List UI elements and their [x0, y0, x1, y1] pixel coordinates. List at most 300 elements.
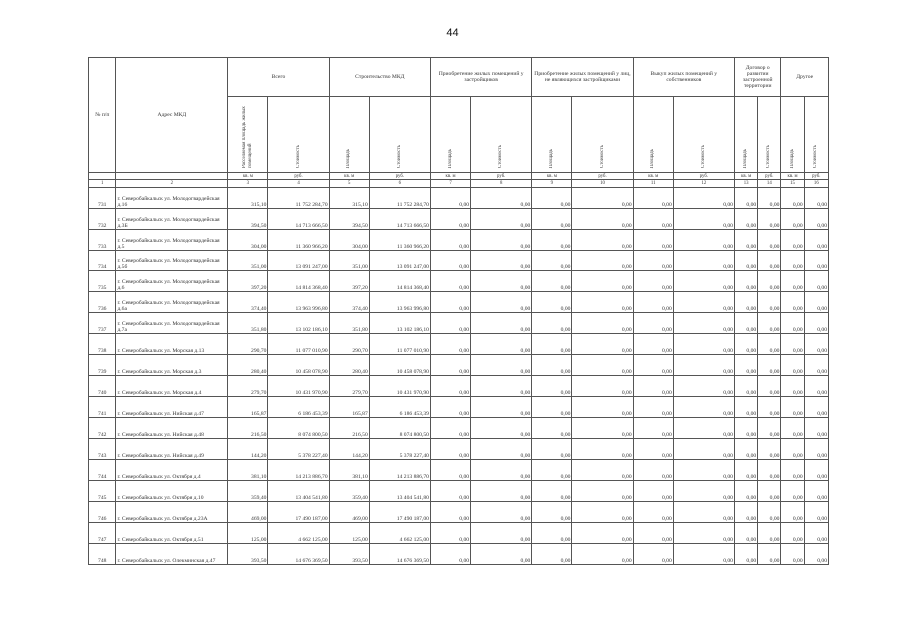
row-number: 733: [89, 229, 116, 250]
total-cost-cell: 10 431 970,90: [268, 376, 329, 397]
zero-value-cell: 0,00: [781, 418, 804, 439]
zero-value-cell: 0,00: [471, 208, 532, 229]
construction-area-cell: 469,00: [329, 501, 369, 522]
zero-value-cell: 0,00: [430, 418, 470, 439]
zero-value-cell: 0,00: [804, 397, 828, 418]
zero-value-cell: 0,00: [471, 543, 532, 564]
zero-value-cell: 0,00: [430, 376, 470, 397]
total-cost-cell: 13 091 247,00: [268, 250, 329, 271]
zero-value-cell: 0,00: [572, 250, 633, 271]
sub-header: Стоимость: [758, 97, 781, 173]
page-number: 44: [446, 27, 459, 39]
address-cell: г. Северобайкальск ул. Октября д.10: [116, 481, 228, 502]
address-cell: г. Северобайкальск ул. Октября д.23А: [116, 501, 228, 522]
col-address-header: Адрес МКД: [116, 58, 228, 173]
zero-value-cell: 0,00: [758, 187, 781, 208]
construction-cost-cell: 13 102 186,10: [369, 313, 430, 334]
zero-value-cell: 0,00: [758, 397, 781, 418]
column-number-cell: 16: [804, 180, 828, 187]
table-row: [89, 543, 829, 564]
total-area-cell: 374,40: [228, 292, 268, 313]
zero-value-cell: 0,00: [758, 376, 781, 397]
zero-value-cell: 0,00: [781, 522, 804, 543]
zero-value-cell: 0,00: [673, 313, 734, 334]
zero-value-cell: 0,00: [572, 229, 633, 250]
total-cost-cell: 6 186 453,39: [268, 397, 329, 418]
zero-value-cell: 0,00: [734, 355, 757, 376]
zero-value-cell: 0,00: [633, 397, 673, 418]
total-area-cell: 279,70: [228, 376, 268, 397]
total-cost-cell: 13 963 996,80: [268, 292, 329, 313]
group-header-total: Всего: [228, 58, 329, 97]
zero-value-cell: 0,00: [471, 418, 532, 439]
zero-value-cell: 0,00: [758, 250, 781, 271]
zero-value-cell: 0,00: [471, 292, 532, 313]
zero-value-cell: 0,00: [633, 522, 673, 543]
zero-value-cell: 0,00: [532, 313, 572, 334]
zero-value-cell: 0,00: [758, 355, 781, 376]
unit-cell: руб.: [268, 173, 329, 180]
zero-value-cell: 0,00: [471, 501, 532, 522]
zero-value-cell: 0,00: [673, 229, 734, 250]
address-cell: г. Северобайкальск ул. Молодогвардейская д.5: [116, 229, 228, 250]
zero-value-cell: 0,00: [633, 481, 673, 502]
total-area-cell: 394,50: [228, 208, 268, 229]
sub-header: Площадь: [430, 97, 470, 173]
zero-value-cell: 0,00: [734, 376, 757, 397]
unit-cell: руб.: [673, 173, 734, 180]
table-row: [89, 271, 829, 292]
total-area-cell: 216,50: [228, 418, 268, 439]
zero-value-cell: 0,00: [758, 292, 781, 313]
total-cost-cell: 14 213 886,70: [268, 460, 329, 481]
construction-area-cell: 381,10: [329, 460, 369, 481]
row-number: 744: [89, 460, 116, 481]
zero-value-cell: 0,00: [734, 292, 757, 313]
total-cost-cell: 4 662 125,00: [268, 522, 329, 543]
zero-value-cell: 0,00: [781, 208, 804, 229]
table-row: [89, 229, 829, 250]
zero-value-cell: 0,00: [673, 376, 734, 397]
zero-value-cell: 0,00: [572, 292, 633, 313]
zero-value-cell: 0,00: [734, 418, 757, 439]
construction-area-cell: 394,50: [329, 208, 369, 229]
table-row: [89, 250, 829, 271]
table-row: [89, 376, 829, 397]
total-cost-cell: 11 077 010,90: [268, 334, 329, 355]
unit-cell: кв. м: [633, 173, 673, 180]
construction-cost-cell: 10 431 970,90: [369, 376, 430, 397]
table-row: [89, 208, 829, 229]
zero-value-cell: 0,00: [471, 229, 532, 250]
total-area-cell: 381,10: [228, 460, 268, 481]
address-cell: г. Северобайкальск ул. Октября д.51: [116, 522, 228, 543]
group-header-purchase-others: Приобретение жилых помещений у лиц, не являющихся застройщиками: [532, 58, 633, 97]
zero-value-cell: 0,00: [532, 543, 572, 564]
construction-area-cell: 290,70: [329, 334, 369, 355]
zero-value-cell: 0,00: [781, 376, 804, 397]
unit-cell: кв. м: [228, 173, 268, 180]
construction-cost-cell: 4 662 125,00: [369, 522, 430, 543]
sub-header: Стоимость: [268, 97, 329, 173]
zero-value-cell: 0,00: [572, 271, 633, 292]
construction-cost-cell: 10 458 078,90: [369, 355, 430, 376]
row-number: 742: [89, 418, 116, 439]
zero-value-cell: 0,00: [633, 543, 673, 564]
zero-value-cell: 0,00: [633, 250, 673, 271]
group-header-construction: Строительство МКД: [329, 58, 430, 97]
total-area-cell: 359,40: [228, 481, 268, 502]
zero-value-cell: 0,00: [804, 439, 828, 460]
construction-cost-cell: 14 676 369,50: [369, 543, 430, 564]
zero-value-cell: 0,00: [532, 271, 572, 292]
zero-value-cell: 0,00: [471, 334, 532, 355]
column-number-cell: 2: [116, 180, 228, 187]
construction-area-cell: 165,87: [329, 397, 369, 418]
group-header-row: [89, 58, 829, 97]
zero-value-cell: 0,00: [758, 313, 781, 334]
zero-value-cell: 0,00: [734, 208, 757, 229]
address-cell: г. Северобайкальск ул. Морская д.13: [116, 334, 228, 355]
zero-value-cell: 0,00: [673, 250, 734, 271]
row-number: 738: [89, 334, 116, 355]
address-cell: г. Северобайкальск ул. Молодогвардейская д.3Б: [116, 208, 228, 229]
table-row: [89, 397, 829, 418]
total-cost-cell: 10 458 078,90: [268, 355, 329, 376]
zero-value-cell: 0,00: [471, 397, 532, 418]
construction-area-cell: 144,20: [329, 439, 369, 460]
zero-value-cell: 0,00: [758, 334, 781, 355]
column-number-cell: 10: [572, 180, 633, 187]
zero-value-cell: 0,00: [804, 481, 828, 502]
zero-value-cell: 0,00: [633, 229, 673, 250]
zero-value-cell: 0,00: [734, 543, 757, 564]
unit-cell: руб.: [758, 173, 781, 180]
table-row: [89, 187, 829, 208]
zero-value-cell: 0,00: [781, 229, 804, 250]
table-row: [89, 460, 829, 481]
group-header-other: Другое: [781, 58, 829, 97]
table-row: [89, 355, 829, 376]
table-row: [89, 439, 829, 460]
total-area-cell: 397,20: [228, 271, 268, 292]
zero-value-cell: 0,00: [532, 501, 572, 522]
unit-cell: кв. м: [329, 173, 369, 180]
zero-value-cell: 0,00: [532, 334, 572, 355]
zero-value-cell: 0,00: [734, 460, 757, 481]
construction-area-cell: 279,70: [329, 376, 369, 397]
zero-value-cell: 0,00: [673, 481, 734, 502]
zero-value-cell: 0,00: [673, 334, 734, 355]
construction-cost-cell: 14 814 368,40: [369, 271, 430, 292]
zero-value-cell: 0,00: [734, 187, 757, 208]
zero-value-cell: 0,00: [633, 439, 673, 460]
zero-value-cell: 0,00: [781, 355, 804, 376]
total-area-cell: 280,40: [228, 355, 268, 376]
units-row: [89, 173, 829, 180]
total-area-cell: 351,00: [228, 250, 268, 271]
zero-value-cell: 0,00: [734, 334, 757, 355]
zero-value-cell: 0,00: [734, 271, 757, 292]
column-number-cell: 13: [734, 180, 757, 187]
zero-value-cell: 0,00: [673, 522, 734, 543]
zero-value-cell: 0,00: [430, 229, 470, 250]
zero-value-cell: 0,00: [781, 481, 804, 502]
zero-value-cell: 0,00: [734, 501, 757, 522]
zero-value-cell: 0,00: [471, 271, 532, 292]
sub-header: Стоимость: [572, 97, 633, 173]
sub-header: Стоимость: [673, 97, 734, 173]
unit-cell: руб.: [471, 173, 532, 180]
total-area-cell: 290,70: [228, 334, 268, 355]
column-number-row: [89, 180, 829, 187]
zero-value-cell: 0,00: [758, 208, 781, 229]
zero-value-cell: 0,00: [471, 439, 532, 460]
zero-value-cell: 0,00: [804, 355, 828, 376]
total-cost-cell: 17 490 187,00: [268, 501, 329, 522]
address-cell: г. Северобайкальск ул. Нийская д.48: [116, 418, 228, 439]
address-cell: г. Северобайкальск ул. Октября д.4: [116, 460, 228, 481]
zero-value-cell: 0,00: [781, 271, 804, 292]
zero-value-cell: 0,00: [804, 313, 828, 334]
construction-area-cell: 397,20: [329, 271, 369, 292]
total-cost-cell: 8 074 800,50: [268, 418, 329, 439]
zero-value-cell: 0,00: [633, 271, 673, 292]
zero-value-cell: 0,00: [633, 501, 673, 522]
zero-value-cell: 0,00: [781, 460, 804, 481]
zero-value-cell: 0,00: [804, 187, 828, 208]
zero-value-cell: 0,00: [758, 439, 781, 460]
unit-cell: [116, 173, 228, 180]
zero-value-cell: 0,00: [572, 334, 633, 355]
column-number-cell: 4: [268, 180, 329, 187]
total-cost-cell: 5 378 227,40: [268, 439, 329, 460]
construction-area-cell: 125,00: [329, 522, 369, 543]
zero-value-cell: 0,00: [572, 355, 633, 376]
zero-value-cell: 0,00: [532, 397, 572, 418]
address-cell: г. Северобайкальск ул. Олекминская д.47: [116, 543, 228, 564]
zero-value-cell: 0,00: [804, 376, 828, 397]
table-row: [89, 313, 829, 334]
table-row: [89, 501, 829, 522]
zero-value-cell: 0,00: [734, 481, 757, 502]
sub-header: Стоимость: [471, 97, 532, 173]
address-cell: г. Северобайкальск ул. Нийская д.47: [116, 397, 228, 418]
column-number-cell: 6: [369, 180, 430, 187]
row-number: 740: [89, 376, 116, 397]
zero-value-cell: 0,00: [430, 208, 470, 229]
construction-cost-cell: 11 360 966,20: [369, 229, 430, 250]
zero-value-cell: 0,00: [471, 460, 532, 481]
zero-value-cell: 0,00: [734, 313, 757, 334]
zero-value-cell: 0,00: [758, 271, 781, 292]
address-cell: г. Северобайкальск ул. Нийская д.49: [116, 439, 228, 460]
column-number-cell: 5: [329, 180, 369, 187]
zero-value-cell: 0,00: [532, 250, 572, 271]
zero-value-cell: 0,00: [758, 522, 781, 543]
construction-area-cell: 393,50: [329, 543, 369, 564]
zero-value-cell: 0,00: [430, 460, 470, 481]
construction-cost-cell: 13 091 247,00: [369, 250, 430, 271]
unit-cell: руб.: [369, 173, 430, 180]
total-cost-cell: 13 404 541,80: [268, 481, 329, 502]
row-number: 746: [89, 501, 116, 522]
zero-value-cell: 0,00: [758, 229, 781, 250]
zero-value-cell: 0,00: [633, 376, 673, 397]
row-number: 736: [89, 292, 116, 313]
sub-header: Площадь: [633, 97, 673, 173]
zero-value-cell: 0,00: [471, 313, 532, 334]
zero-value-cell: 0,00: [804, 250, 828, 271]
sub-header: Расселяемая площадь жилых помещений: [228, 97, 268, 173]
zero-value-cell: 0,00: [471, 522, 532, 543]
row-number: 743: [89, 439, 116, 460]
column-number-cell: 12: [673, 180, 734, 187]
address-cell: г. Северобайкальск ул. Молодогвардейская д.7а: [116, 313, 228, 334]
group-header-purchase-developers: Приобретение жилых помещений у застройщиков: [430, 58, 531, 97]
construction-area-cell: 216,50: [329, 418, 369, 439]
zero-value-cell: 0,00: [758, 460, 781, 481]
row-number: 741: [89, 397, 116, 418]
zero-value-cell: 0,00: [804, 208, 828, 229]
zero-value-cell: 0,00: [804, 522, 828, 543]
zero-value-cell: 0,00: [758, 543, 781, 564]
zero-value-cell: 0,00: [673, 501, 734, 522]
zero-value-cell: 0,00: [532, 522, 572, 543]
row-number: 732: [89, 208, 116, 229]
zero-value-cell: 0,00: [633, 208, 673, 229]
unit-cell: руб.: [572, 173, 633, 180]
construction-area-cell: 351,80: [329, 313, 369, 334]
unit-cell: кв. м: [532, 173, 572, 180]
zero-value-cell: 0,00: [471, 355, 532, 376]
zero-value-cell: 0,00: [430, 271, 470, 292]
zero-value-cell: 0,00: [781, 397, 804, 418]
construction-cost-cell: 14 713 666,50: [369, 208, 430, 229]
table-row: [89, 334, 829, 355]
zero-value-cell: 0,00: [758, 501, 781, 522]
zero-value-cell: 0,00: [633, 334, 673, 355]
zero-value-cell: 0,00: [532, 187, 572, 208]
row-number: 739: [89, 355, 116, 376]
resettlement-table: [88, 57, 829, 565]
zero-value-cell: 0,00: [781, 313, 804, 334]
row-number: 745: [89, 481, 116, 502]
total-cost-cell: 14 676 369,50: [268, 543, 329, 564]
zero-value-cell: 0,00: [673, 271, 734, 292]
construction-cost-cell: 8 074 800,50: [369, 418, 430, 439]
zero-value-cell: 0,00: [572, 313, 633, 334]
zero-value-cell: 0,00: [633, 460, 673, 481]
zero-value-cell: 0,00: [804, 418, 828, 439]
total-area-cell: 304,00: [228, 229, 268, 250]
construction-area-cell: 374,40: [329, 292, 369, 313]
zero-value-cell: 0,00: [572, 501, 633, 522]
construction-cost-cell: 13 404 541,80: [369, 481, 430, 502]
zero-value-cell: 0,00: [572, 187, 633, 208]
zero-value-cell: 0,00: [804, 460, 828, 481]
construction-cost-cell: 11 752 284,70: [369, 187, 430, 208]
zero-value-cell: 0,00: [781, 334, 804, 355]
zero-value-cell: 0,00: [804, 543, 828, 564]
zero-value-cell: 0,00: [532, 376, 572, 397]
construction-area-cell: 351,00: [329, 250, 369, 271]
address-cell: г. Северобайкальск ул. Морская д.4: [116, 376, 228, 397]
column-number-cell: 3: [228, 180, 268, 187]
table-row: [89, 481, 829, 502]
row-number: 737: [89, 313, 116, 334]
unit-cell: кв. м: [781, 173, 804, 180]
table-row: [89, 418, 829, 439]
zero-value-cell: 0,00: [532, 418, 572, 439]
zero-value-cell: 0,00: [430, 292, 470, 313]
total-area-cell: 165,87: [228, 397, 268, 418]
group-header-development-contract: Договор о развитии застроенной территории: [734, 58, 780, 97]
table-row: [89, 292, 829, 313]
zero-value-cell: 0,00: [804, 334, 828, 355]
zero-value-cell: 0,00: [673, 355, 734, 376]
zero-value-cell: 0,00: [471, 187, 532, 208]
unit-cell: кв. м: [734, 173, 757, 180]
zero-value-cell: 0,00: [572, 439, 633, 460]
zero-value-cell: 0,00: [673, 543, 734, 564]
zero-value-cell: 0,00: [430, 187, 470, 208]
zero-value-cell: 0,00: [781, 250, 804, 271]
zero-value-cell: 0,00: [633, 418, 673, 439]
column-number-cell: 7: [430, 180, 470, 187]
zero-value-cell: 0,00: [758, 418, 781, 439]
zero-value-cell: 0,00: [430, 313, 470, 334]
construction-cost-cell: 6 186 453,39: [369, 397, 430, 418]
zero-value-cell: 0,00: [781, 292, 804, 313]
zero-value-cell: 0,00: [430, 250, 470, 271]
total-area-cell: 351,80: [228, 313, 268, 334]
zero-value-cell: 0,00: [673, 418, 734, 439]
zero-value-cell: 0,00: [430, 481, 470, 502]
construction-cost-cell: 11 077 010,90: [369, 334, 430, 355]
row-number: 747: [89, 522, 116, 543]
construction-area-cell: 359,40: [329, 481, 369, 502]
zero-value-cell: 0,00: [430, 543, 470, 564]
table-row: [89, 522, 829, 543]
zero-value-cell: 0,00: [572, 208, 633, 229]
zero-value-cell: 0,00: [758, 481, 781, 502]
zero-value-cell: 0,00: [734, 439, 757, 460]
row-number: 731: [89, 187, 116, 208]
zero-value-cell: 0,00: [633, 187, 673, 208]
column-number-cell: 9: [532, 180, 572, 187]
zero-value-cell: 0,00: [532, 481, 572, 502]
zero-value-cell: 0,00: [532, 439, 572, 460]
zero-value-cell: 0,00: [673, 208, 734, 229]
zero-value-cell: 0,00: [781, 439, 804, 460]
zero-value-cell: 0,00: [734, 250, 757, 271]
zero-value-cell: 0,00: [673, 292, 734, 313]
construction-cost-cell: 5 378 227,40: [369, 439, 430, 460]
unit-cell: руб.: [804, 173, 828, 180]
zero-value-cell: 0,00: [572, 543, 633, 564]
address-cell: г. Северобайкальск ул. Молодогвардейская д.5б: [116, 250, 228, 271]
zero-value-cell: 0,00: [572, 522, 633, 543]
zero-value-cell: 0,00: [532, 229, 572, 250]
zero-value-cell: 0,00: [734, 522, 757, 543]
address-cell: г. Северобайкальск ул. Молодогвардейская д.6а: [116, 292, 228, 313]
zero-value-cell: 0,00: [734, 397, 757, 418]
zero-value-cell: 0,00: [673, 187, 734, 208]
zero-value-cell: 0,00: [471, 376, 532, 397]
zero-value-cell: 0,00: [430, 355, 470, 376]
zero-value-cell: 0,00: [572, 397, 633, 418]
